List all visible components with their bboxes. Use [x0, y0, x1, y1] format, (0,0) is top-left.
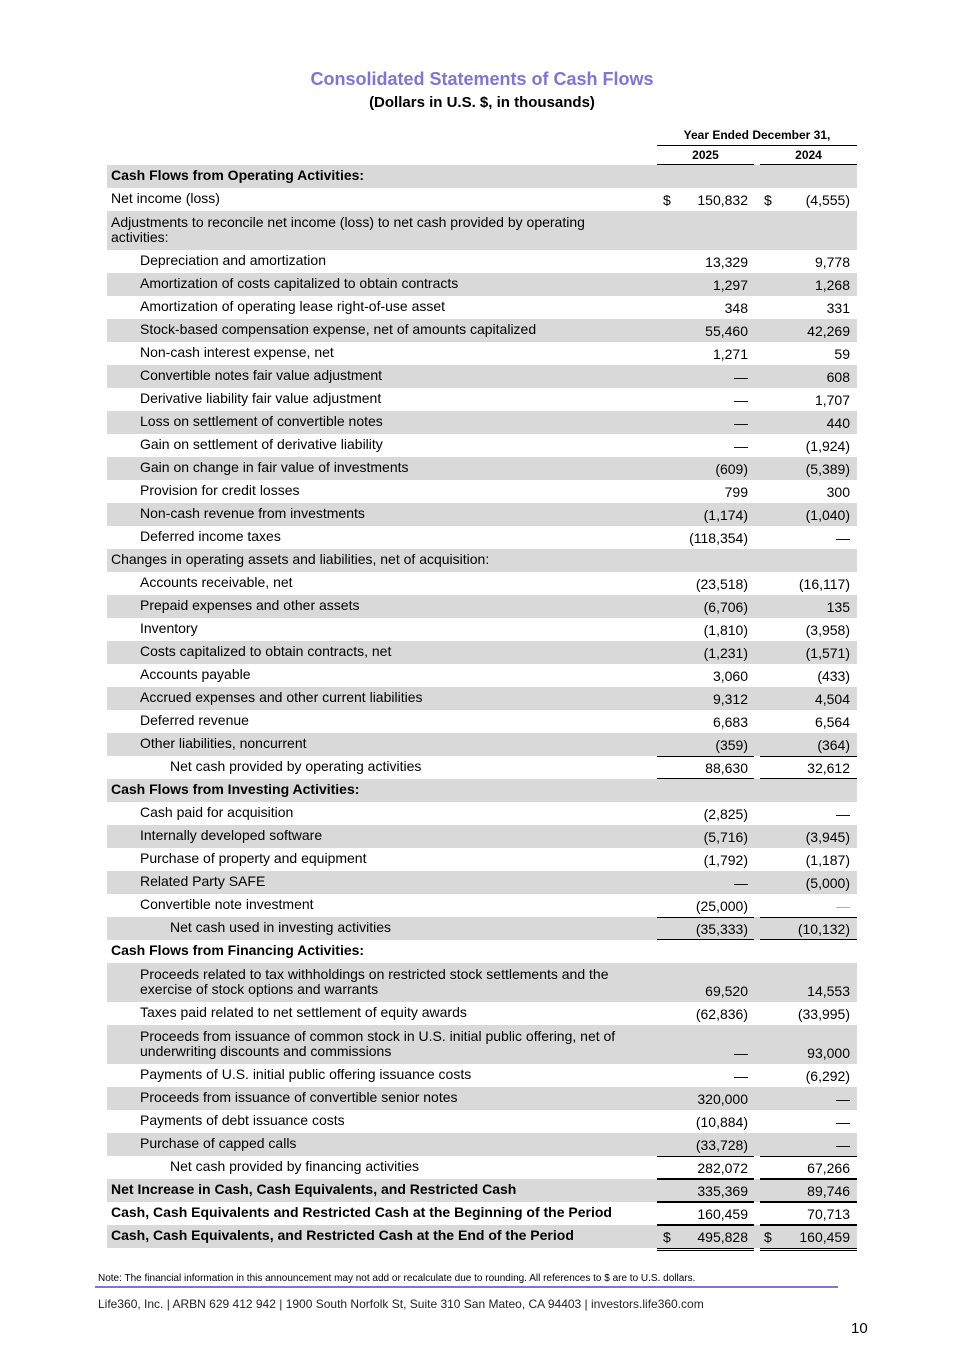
value-2025: 1,297	[712, 277, 748, 293]
row-label: Cash Flows from Financing Activities:	[111, 942, 365, 958]
value-2025: —	[734, 1045, 748, 1061]
cash-flow-table	[107, 165, 857, 1248]
table-row	[107, 802, 857, 825]
row-label: Proceeds related to tax withholdings on restricted stock settlements and the exercise of stock options and warrants	[140, 966, 609, 997]
value-2024: (3,945)	[805, 829, 850, 845]
value-2024: (3,958)	[805, 622, 850, 638]
value-2025: —	[734, 415, 748, 431]
value-2024: 14,553	[807, 983, 850, 999]
table-row	[107, 1202, 857, 1225]
row-label: Accrued expenses and other current liabilities	[140, 689, 423, 705]
value-2025: (33,728)	[695, 1137, 748, 1153]
currency-symbol: $	[764, 192, 772, 208]
value-2024: 160,459	[799, 1229, 850, 1245]
value-2024: 42,269	[807, 323, 850, 339]
table-row	[107, 894, 857, 917]
value-2024: 93,000	[807, 1045, 850, 1061]
value-2024: (1,924)	[805, 438, 850, 454]
row-label: Convertible notes fair value adjustment	[140, 367, 383, 383]
value-2024: 300	[826, 484, 850, 500]
table-row	[107, 572, 857, 595]
value-2024: (16,117)	[798, 576, 850, 592]
row-label: Deferred income taxes	[140, 528, 281, 544]
value-2025: (23,518)	[695, 576, 748, 592]
value-2025: 13,329	[705, 254, 748, 270]
value-2025: (1,231)	[703, 645, 748, 661]
value-2025: (118,354)	[689, 530, 748, 546]
row-label: Proceeds from issuance of common stock in U.S. initial public offering, net of underwriting discounts and commissions	[140, 1028, 616, 1059]
table-row	[107, 388, 857, 411]
table-row	[107, 188, 857, 211]
value-2024: 440	[826, 415, 850, 431]
row-label: Provision for credit losses	[140, 482, 300, 498]
value-2024: —	[836, 806, 850, 822]
value-2024: —	[836, 898, 850, 914]
row-label: Internally developed software	[140, 827, 323, 843]
subtotal-rule	[760, 756, 857, 757]
table-row	[107, 825, 857, 848]
row-label: Net income (loss)	[111, 190, 220, 206]
row-label: Non-cash interest expense, net	[140, 344, 334, 360]
table-row	[107, 1087, 857, 1110]
table-row	[107, 664, 857, 687]
row-label: Accounts receivable, net	[140, 574, 293, 590]
row-label: Cash, Cash Equivalents, and Restricted Cash at the End of the Period	[111, 1227, 574, 1243]
table-row	[107, 710, 857, 733]
table-row	[107, 1002, 857, 1025]
value-2024: 1,268	[814, 277, 850, 293]
value-2025: 160,459	[697, 1206, 748, 1222]
row-label: Adjustments to reconcile net income (loss) to net cash provided by operating activities:	[111, 214, 585, 245]
value-2025: —	[734, 875, 748, 891]
table-row	[107, 1156, 857, 1179]
table-row	[107, 733, 857, 756]
value-2024: (33,995)	[797, 1006, 850, 1022]
row-label: Cash paid for acquisition	[140, 804, 294, 820]
value-2024: 67,266	[807, 1160, 850, 1176]
value-2025: (609)	[715, 461, 748, 477]
subtotal-rule	[657, 1179, 754, 1180]
table-row	[107, 549, 857, 572]
value-2025: 335,369	[697, 1183, 748, 1199]
subtotal-rule	[657, 756, 754, 757]
table-row	[107, 940, 857, 963]
value-2024: 1,707	[814, 392, 850, 408]
table-row	[107, 848, 857, 871]
table-row	[107, 165, 857, 188]
value-2024: 6,564	[814, 714, 850, 730]
row-label: Other liabilities, noncurrent	[140, 735, 307, 751]
value-2024: (6,292)	[805, 1068, 850, 1084]
table-row	[107, 411, 857, 434]
value-2025: (1,792)	[703, 852, 748, 868]
subtotal-rule	[760, 1156, 857, 1157]
value-2024: (1,040)	[805, 507, 850, 523]
row-label: Prepaid expenses and other assets	[140, 597, 360, 613]
row-label: Derivative liability fair value adjustment	[140, 390, 382, 406]
table-row	[107, 1133, 857, 1156]
currency-symbol: $	[663, 1229, 671, 1245]
currency-symbol: $	[764, 1229, 772, 1245]
value-2025: (2,825)	[703, 806, 748, 822]
value-2025: 69,520	[705, 983, 748, 999]
value-2024: (433)	[817, 668, 850, 684]
row-label: Loss on settlement of convertible notes	[140, 413, 383, 429]
value-2025: (35,333)	[695, 921, 748, 937]
value-2024: (1,571)	[805, 645, 850, 661]
value-2025: 495,828	[697, 1229, 748, 1245]
value-2025: (1,810)	[703, 622, 748, 638]
value-2025: (62,836)	[695, 1006, 748, 1022]
table-row	[107, 1225, 857, 1248]
year-column-2025: 2025	[657, 148, 754, 165]
table-row	[107, 480, 857, 503]
table-row	[107, 1110, 857, 1133]
table-row	[107, 296, 857, 319]
page-title: Consolidated Statements of Cash Flows	[310, 69, 654, 89]
row-label: Accounts payable	[140, 666, 251, 682]
row-label: Deferred revenue	[140, 712, 249, 728]
table-row	[107, 1025, 857, 1064]
subtotal-rule	[760, 1179, 857, 1180]
value-2025: (1,174)	[703, 507, 748, 523]
currency-symbol: $	[663, 192, 671, 208]
table-row	[107, 618, 857, 641]
table-row	[107, 1064, 857, 1087]
table-row	[107, 434, 857, 457]
value-2025: 1,271	[712, 346, 748, 362]
value-2024: (5,389)	[805, 461, 850, 477]
value-2025: 320,000	[697, 1091, 748, 1107]
row-label: Gain on settlement of derivative liability	[140, 436, 383, 452]
value-2025: (6,706)	[703, 599, 748, 615]
subtotal-rule	[657, 1156, 754, 1157]
value-2024: 331	[826, 300, 850, 316]
value-2025: 55,460	[705, 323, 748, 339]
value-2024: (364)	[817, 737, 850, 753]
value-2025: 150,832	[697, 192, 748, 208]
table-row	[107, 687, 857, 710]
row-label: Net cash provided by operating activities	[170, 758, 422, 774]
value-2025: (359)	[715, 737, 748, 753]
table-row	[107, 756, 857, 779]
row-label: Payments of debt issuance costs	[140, 1112, 345, 1128]
row-label: Taxes paid related to net settlement of equity awards	[140, 1004, 467, 1020]
value-2025: 348	[724, 300, 748, 316]
row-label: Purchase of capped calls	[140, 1135, 297, 1151]
row-label: Net Increase in Cash, Cash Equivalents, and Restricted Cash	[111, 1181, 517, 1197]
table-row	[107, 779, 857, 802]
value-2025: 9,312	[712, 691, 748, 707]
row-label: Cash Flows from Investing Activities:	[111, 781, 360, 797]
value-2024: 608	[826, 369, 850, 385]
row-label: Proceeds from issuance of convertible senior notes	[140, 1089, 458, 1105]
value-2024: 32,612	[807, 760, 850, 776]
row-label: Non-cash revenue from investments	[140, 505, 365, 521]
value-2024: —	[836, 530, 850, 546]
value-2024: 89,746	[807, 1183, 850, 1199]
value-2024: (10,132)	[797, 921, 850, 937]
value-2024: 4,504	[814, 691, 850, 707]
row-label: Costs capitalized to obtain contracts, net	[140, 643, 392, 659]
year-column-2024: 2024	[760, 148, 857, 165]
row-label: Inventory	[140, 620, 198, 636]
value-2024: (5,000)	[805, 875, 850, 891]
value-2024: 9,778	[814, 254, 850, 270]
value-2024: 70,713	[807, 1206, 850, 1222]
row-label: Convertible note investment	[140, 896, 314, 912]
subtotal-rule	[760, 1202, 857, 1203]
subtotal-rule	[657, 917, 754, 918]
table-row	[107, 319, 857, 342]
footnote: Note: The financial information in this announcement may not add or recalculate due to rounding. All references to $ are to U.S. dollars.	[98, 1273, 696, 1284]
value-2024: —	[836, 1114, 850, 1130]
row-label: Cash Flows from Operating Activities:	[111, 167, 365, 183]
table-row	[107, 342, 857, 365]
page-subtitle: (Dollars in U.S. $, in thousands)	[369, 94, 595, 111]
table-row	[107, 641, 857, 664]
value-2025: (5,716)	[703, 829, 748, 845]
value-2024: —	[836, 1091, 850, 1107]
value-2025: 6,683	[712, 714, 748, 730]
table-row	[107, 250, 857, 273]
value-2024: 135	[826, 599, 850, 615]
table-row	[107, 273, 857, 296]
table-row	[107, 917, 857, 940]
row-label: Cash, Cash Equivalents and Restricted Cash at the Beginning of the Period	[111, 1204, 612, 1220]
value-2024: —	[836, 1137, 850, 1153]
table-row	[107, 963, 857, 1002]
value-2025: 88,630	[705, 760, 748, 776]
page-number: 10	[851, 1320, 868, 1337]
value-2025: (10,884)	[695, 1114, 748, 1130]
row-label: Net cash provided by financing activities	[170, 1158, 420, 1174]
value-2025: —	[734, 1068, 748, 1084]
row-label: Purchase of property and equipment	[140, 850, 367, 866]
value-2025: —	[734, 369, 748, 385]
table-row	[107, 365, 857, 388]
value-2024: (4,555)	[805, 192, 850, 208]
value-2024: (1,187)	[805, 852, 850, 868]
row-label: Net cash used in investing activities	[170, 919, 391, 935]
table-row	[107, 503, 857, 526]
value-2025: 3,060	[712, 668, 748, 684]
subtotal-rule	[760, 1225, 857, 1226]
value-2025: (25,000)	[695, 898, 748, 914]
subtotal-rule	[760, 917, 857, 918]
subtotal-rule	[657, 1202, 754, 1203]
double-underline	[760, 1248, 857, 1251]
row-label: Payments of U.S. initial public offering issuance costs	[140, 1066, 472, 1082]
subtotal-rule	[657, 1225, 754, 1226]
table-row	[107, 1179, 857, 1202]
table-row	[107, 457, 857, 480]
value-2025: —	[734, 392, 748, 408]
row-label: Depreciation and amortization	[140, 252, 326, 268]
double-underline	[657, 1248, 754, 1251]
row-label: Amortization of operating lease right-of-use asset	[140, 298, 446, 314]
row-label: Stock-based compensation expense, net of amounts capitalized	[140, 321, 537, 337]
value-2024: 59	[834, 346, 850, 362]
row-label: Gain on change in fair value of investments	[140, 459, 409, 475]
value-2025: 282,072	[697, 1160, 748, 1176]
period-header: Year Ended December 31,	[657, 128, 857, 146]
value-2025: —	[734, 438, 748, 454]
footer-contact: Life360, Inc. | ARBN 629 412 942 | 1900 South Norfolk St, Suite 310 San Mateo, CA 94403 | investors.life360.com	[98, 1297, 704, 1311]
table-row	[107, 211, 857, 250]
table-row	[107, 871, 857, 894]
row-label: Amortization of costs capitalized to obtain contracts	[140, 275, 459, 291]
table-row	[107, 526, 857, 549]
table-row	[107, 595, 857, 618]
value-2025: 799	[724, 484, 748, 500]
row-label: Related Party SAFE	[140, 873, 266, 889]
row-label: Changes in operating assets and liabilities, net of acquisition:	[111, 551, 490, 567]
footer-divider	[95, 1286, 838, 1288]
